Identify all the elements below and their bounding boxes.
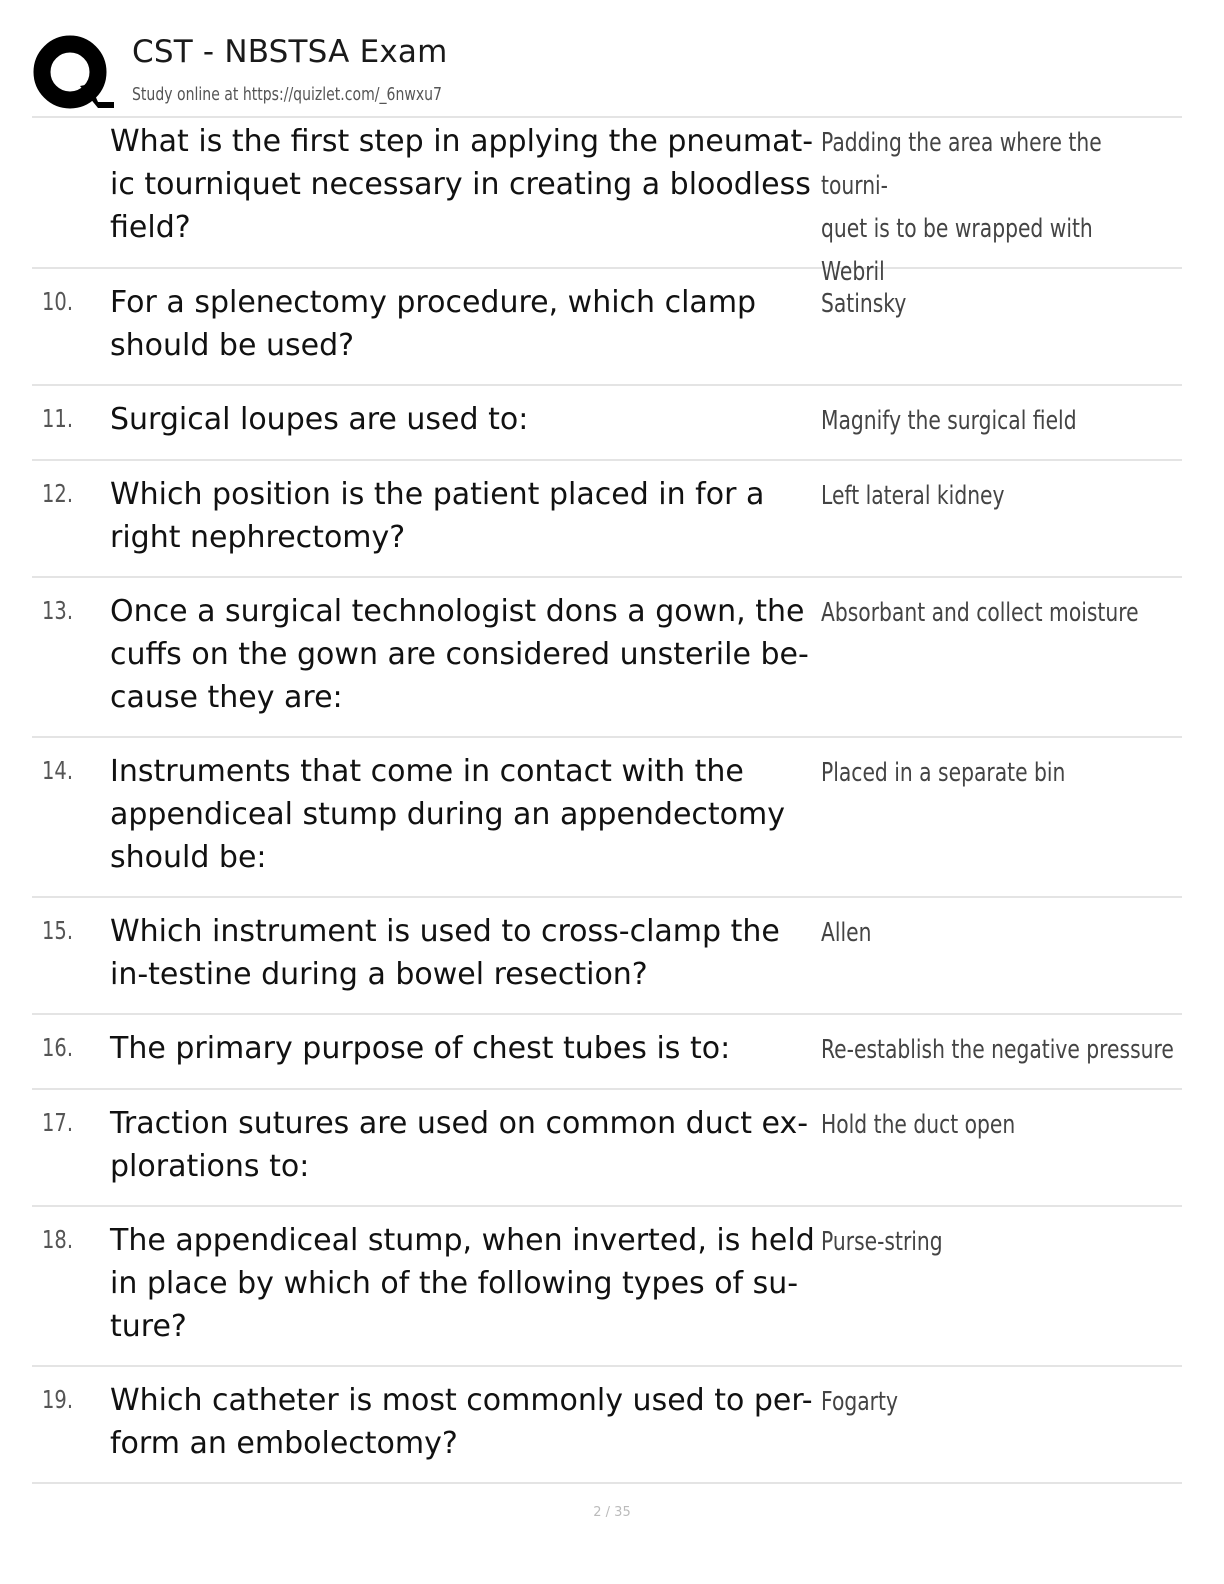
card-question: Which instrument is used to cross-clamp the in-testine during a bowel resection? xyxy=(110,914,780,992)
card-question: For a splenectomy procedure, which clamp should be used? xyxy=(110,285,757,363)
card-row xyxy=(32,1207,1182,1367)
flashcard-list xyxy=(32,116,1182,1484)
card-answer: Placed in a separate bin xyxy=(821,758,1066,788)
card-question: Which catheter is most commonly used to per-form an embolectomy? xyxy=(110,1383,813,1461)
card-row xyxy=(32,116,1182,287)
card-row xyxy=(32,461,1182,578)
page-header xyxy=(32,26,1192,116)
card-answer: Fogarty xyxy=(821,1387,898,1417)
card-row xyxy=(32,386,1182,461)
card-row xyxy=(32,738,1182,898)
card-question: The primary purpose of chest tubes is to: xyxy=(110,1031,731,1066)
card-row xyxy=(32,269,1182,386)
card-answer: Allen xyxy=(821,918,872,948)
card-question: What is the first step in applying the pneumat-ic tourniquet necessary in creating a bloodless field? xyxy=(110,124,814,245)
card-question: Instruments that come in contact with the appendiceal stump during an appendectomy should be: xyxy=(110,754,786,875)
card-row xyxy=(32,898,1182,1015)
quizlet-logo-icon xyxy=(32,34,114,116)
page-title: CST - NBSTSA Exam xyxy=(132,34,448,70)
study-link-text: Study online at https://quizlet.com/_6nwxu7 xyxy=(132,84,442,105)
card-answer: Satinsky xyxy=(821,289,907,319)
card-number: 12. xyxy=(42,479,74,508)
card-row xyxy=(32,1015,1182,1090)
card-row xyxy=(32,1090,1182,1207)
card-number: 14. xyxy=(42,756,74,785)
card-answer: Left lateral kidney xyxy=(821,481,1005,511)
card-number: 11. xyxy=(42,404,74,433)
card-number: 17. xyxy=(42,1108,74,1137)
card-number: 13. xyxy=(42,596,74,625)
card-question: The appendiceal stump, when inverted, is held in place by which of the following types of su-ture? xyxy=(110,1223,815,1344)
card-question: Once a surgical technologist dons a gown, the cuffs on the gown are considered unsterile be-cause they are: xyxy=(110,594,809,715)
card-answer: Magnify the surgical field xyxy=(821,406,1077,436)
card-answer: Padding the area where the tourni- quet is to be wrapped with Webril xyxy=(821,128,1102,287)
card-question: Surgical loupes are used to: xyxy=(110,402,529,437)
card-answer: Hold the duct open xyxy=(821,1110,1016,1140)
card-answer: Re-establish the negative pressure xyxy=(821,1035,1174,1065)
card-number: 15. xyxy=(42,916,74,945)
card-row xyxy=(32,578,1182,738)
card-number: 18. xyxy=(42,1225,74,1254)
card-answer: Purse-string xyxy=(821,1227,943,1257)
card-question: Traction sutures are used on common duct ex-plorations to: xyxy=(110,1106,809,1184)
card-answer: Absorbant and collect moisture xyxy=(821,598,1139,628)
card-row xyxy=(32,1367,1182,1484)
card-number: 10. xyxy=(42,287,74,316)
card-question: Which position is the patient placed in for a right nephrectomy? xyxy=(110,477,765,555)
card-number: 19. xyxy=(42,1385,74,1414)
page-number: 2 / 35 xyxy=(593,1505,631,1520)
card-number: 16. xyxy=(42,1033,74,1062)
